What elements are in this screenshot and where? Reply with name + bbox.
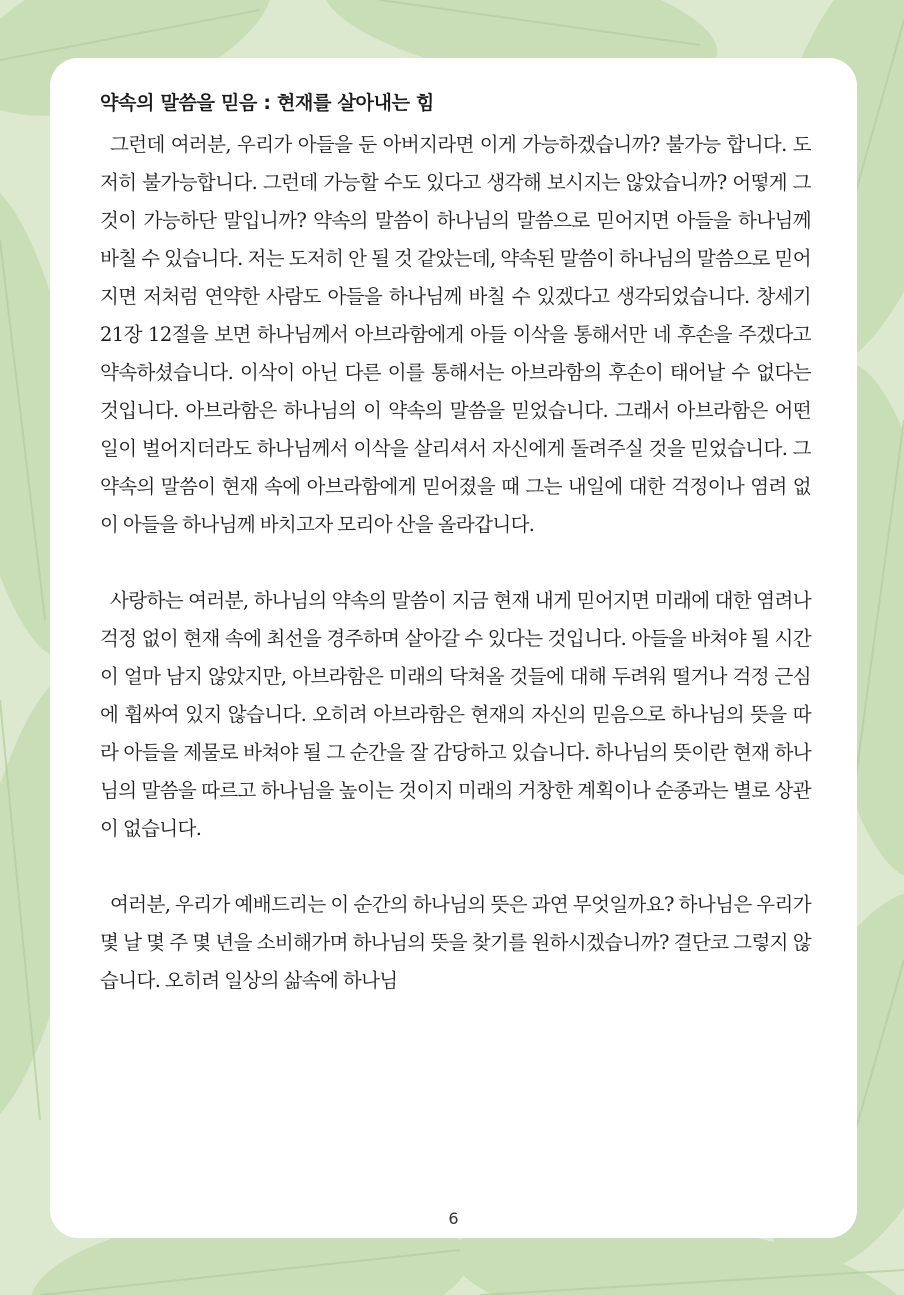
body-paragraph-2: 사랑하는 여러분, 하나님의 약속의 말씀이 지금 현재 내게 믿어지면 미래에 대한 염려나 걱정 없이 현재 속에 최선을 경주하며 살아갈 수 있다는 것입니다. 아들을 바쳐야 될 시간이 얼마 남지 않았지만, 아브라함은 미래의 닥쳐올 것들에 대해 두려워 떨거나 걱정 근심에 휩싸여 있지 않습니다. 오히려 아브라함은 현재의 자신의 믿음으로 하나님의 뜻을 따라 아들을 제물로 바쳐야 될 그 순간을 잘 감당하고 있습니다. 하나님의 뜻이란 현재 하나님의 말씀을 따르고 하나님을 높이는 것이지 미래의 거창한 계획이나 순종과는 별로 상관이 없습니다. — [100, 589, 811, 840]
page-number: 6 — [448, 1209, 459, 1228]
body-paragraph-3: 여러분, 우리가 예배드리는 이 순간의 하나님의 뜻은 과연 무엇일까요? 하나님은 우리가 몇 날 몇 주 몇 년을 소비해가며 하나님의 뜻을 찾기를 원하시겠습니까? 결단코 그렇지 않습니다. 오히려 일상의 삶속에 하나님 — [100, 893, 811, 992]
body-paragraph-1: 그런데 여러분, 우리가 아들을 둔 아버지라면 이게 가능하겠습니까? 불가능 합니다. 도저히 불가능합니다. 그런데 가능할 수도 있다고 생각해 보시지는 않았습니까? 어떻게 그것이 가능하단 말입니까? 약속의 말씀이 하나님의 말씀으로 믿어지면 아들을 하나님께 바칠 수 있습니다. 저는 도저히 안 될 것 같았는데, 약속된 말씀이 하나님의 말씀으로 믿어지면 저처럼 연약한 사람도 아들을 하나님께 바칠 수 있겠다고 생각되었습니다. 창세기 21장 12절을 보면 하나님께서 아브라함에게 아들 이삭을 통해서만 네 후손을 주겠다고 약속하셨습니다. 이삭이 아닌 다른 이를 통해서는 아브라함의 후손이 태어날 수 없다는 것입니다. 아브라함은 하나님의 이 약속의 말씀을 믿었습니다. 그래서 아브라함은 어떤 일이 벌어지더라도 하나님께서 이삭을 살리셔서 자신에게 돌려주실 것을 믿었습니다. 그 약속의 말씀이 현재 속에 아브라함에게 믿어졌을 때 그는 내일에 대한 걱정이나 염려 없이 아들을 하나님께 바치고자 모리아 산을 올라갑니다. — [100, 133, 811, 536]
section-heading: 약속의 말씀을 믿음 : 현재를 살아내는 힘 — [100, 92, 435, 114]
page-card — [50, 58, 857, 1238]
